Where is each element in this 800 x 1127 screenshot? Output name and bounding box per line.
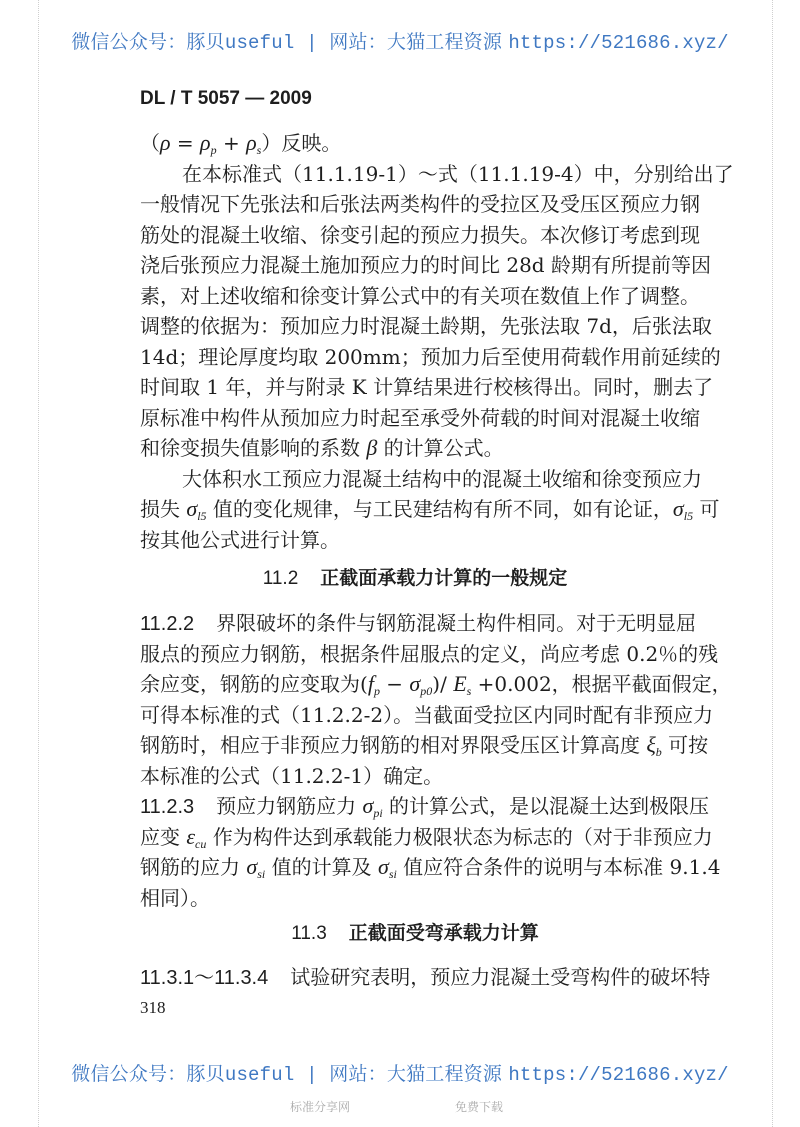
- clause-number: 11.3.1～11.3.4: [140, 967, 269, 989]
- math-symbol: $\sigma_{p0}$: [409, 671, 433, 698]
- math-symbol: $f_p$: [367, 671, 380, 698]
- math-subscript: si: [388, 867, 397, 881]
- text-line: [140, 311, 712, 342]
- text-run: 一般情况下先张法和后张法两类构件的受拉区及受压区预应力钢: [140, 192, 700, 216]
- clause: [140, 962, 711, 993]
- clause-number: 11.2.2: [140, 613, 195, 635]
- math-subscript: pi: [373, 806, 383, 820]
- math-symbol: $\sigma_{si}$: [377, 854, 397, 881]
- paragraph: [140, 128, 690, 159]
- text-run: =: [170, 131, 201, 155]
- text-run: 界限破坏的条件与钢筋混凝土构件相同。对于无明显屈: [216, 611, 697, 635]
- text-run: 值应符合条件的说明与本标准 9.1.4: [396, 855, 721, 879]
- section-heading: [140, 564, 690, 594]
- text-line: [140, 669, 732, 700]
- text-line: [140, 403, 700, 434]
- watermark-account: useful: [224, 32, 295, 54]
- text-run: 钢筋时，相应于非预应力钢筋的相对界限受压区计算高度: [140, 733, 647, 757]
- math-symbol: $\rho_s$: [246, 130, 262, 157]
- math-symbol: ρ: [160, 130, 171, 155]
- text-run: 可按: [661, 733, 709, 757]
- text-run: 素，对上述收缩和徐变计算公式中的有关项在数值上作了调整。: [140, 283, 700, 308]
- text-line: [140, 791, 710, 822]
- math-symbol: $E_s$: [453, 671, 472, 698]
- text-line: [140, 250, 711, 281]
- scan-edge-left: [38, 0, 40, 1127]
- watermark-url[interactable]: https://521686.xyz/: [508, 32, 729, 54]
- section-number: 11.2: [262, 568, 299, 589]
- text-run: 预应力钢筋应力: [216, 794, 363, 818]
- text-run: 按其他公式进行计算。: [140, 527, 340, 552]
- text-run: 可得本标准的式（11.2.2-2）。当截面受拉区内同时配有非预应力: [140, 702, 714, 727]
- text-line: [140, 128, 690, 159]
- text-run: ）反映。: [261, 131, 342, 155]
- math-subscript: l5: [197, 509, 207, 523]
- text-run: 调整的依据为：预加应力时混凝土龄期，先张法取 7d，后张法取: [140, 314, 712, 338]
- math-symbol: $\sigma_{l5}$: [186, 496, 207, 523]
- text-line: [140, 761, 690, 792]
- watermark-bottom: [0, 1059, 800, 1086]
- math-subscript: s: [256, 143, 262, 157]
- text-line: [140, 525, 690, 556]
- watermark-site: 网站：大猫工程资源: [329, 31, 509, 53]
- section-number: 11.3: [291, 923, 327, 944]
- text-run: 钢筋的应力: [140, 855, 247, 879]
- text-line: [140, 189, 700, 220]
- math-subscript: cu: [195, 836, 207, 851]
- page-number: 318: [140, 998, 166, 1017]
- watermark-prefix: 微信公众号：豚贝: [71, 1063, 225, 1085]
- text-run: 相同）。: [140, 885, 210, 910]
- paragraph: [140, 159, 734, 464]
- text-run: 的计算公式，是以混凝土达到极限压: [382, 794, 710, 818]
- math-subscript: b: [655, 745, 662, 759]
- text-line: [140, 730, 709, 761]
- text-run: +0.002，根据平截面假定，: [471, 672, 732, 696]
- text-run: 值的计算及: [265, 855, 378, 879]
- math-subscript: s: [466, 684, 472, 698]
- watermark-top: [0, 27, 800, 54]
- document-body: [140, 128, 734, 993]
- watermark-account: useful: [224, 1064, 295, 1086]
- text-run: +: [216, 131, 247, 155]
- text-line: [140, 220, 700, 251]
- standard-code: DL / T 5057 — 2009: [140, 88, 312, 109]
- text-run: 的计算公式。: [377, 436, 504, 460]
- math-subscript: si: [257, 867, 266, 881]
- math-symbol: $\sigma_{l5}$: [672, 496, 694, 523]
- math-subscript: p: [210, 143, 217, 157]
- text-line: [140, 433, 690, 464]
- text-run: 时间取 1 年，并与附录 K 计算结果进行校核得出。同时，删去了: [140, 375, 714, 399]
- text-line: [140, 639, 719, 670]
- text-run: 原标准中构件从预加应力时起至承受外荷载的时间对混凝土收缩: [140, 405, 700, 430]
- text-run: 和徐变损失值影响的系数: [140, 436, 367, 460]
- text-line: [140, 372, 714, 403]
- text-run: 损失: [140, 497, 187, 521]
- text-run: 作为构件达到承载能力极限状态为标志的（对于非预应力: [206, 824, 713, 849]
- clause: [140, 608, 732, 791]
- text-run: −: [379, 672, 410, 696]
- math-subscript: p0: [420, 684, 433, 698]
- paragraph: [140, 464, 720, 556]
- footer-link-download[interactable]: 免费下载: [455, 1100, 504, 1114]
- text-run: 大体积水工预应力混凝土结构中的混凝土收缩和徐变预应力: [182, 466, 702, 491]
- text-run: 余应变，钢筋的应变取为(: [140, 672, 368, 696]
- text-line: [140, 159, 734, 190]
- text-line: [140, 700, 714, 731]
- math-subscript: l5: [683, 509, 694, 523]
- text-line: [140, 608, 697, 639]
- watermark-prefix: 微信公众号：豚贝: [71, 31, 225, 53]
- section-heading: [140, 919, 690, 949]
- text-line: [140, 822, 713, 853]
- text-run: 应变: [140, 824, 187, 849]
- scan-edge-right: [772, 0, 774, 1127]
- text-run: 筋处的混凝土收缩、徐变引起的预应力损失。本次修订考虑到现: [140, 222, 700, 247]
- text-line: [140, 494, 720, 525]
- watermark-url[interactable]: https://521686.xyz/: [508, 1064, 729, 1086]
- watermark-site: 网站：大猫工程资源: [329, 1063, 509, 1085]
- text-run: 可: [693, 497, 720, 521]
- text-line: [140, 883, 690, 914]
- clause-number: 11.2.3: [140, 796, 195, 818]
- text-run: （: [140, 131, 160, 155]
- math-subscript: p: [373, 684, 380, 698]
- text-run: 本标准的公式（11.2.2-1）确定。: [140, 763, 444, 788]
- clause: [140, 791, 721, 913]
- text-run: 14d；理论厚度均取 200mm；预加力后至使用荷载作用前延续的: [140, 344, 721, 369]
- footer-link-share[interactable]: 标准分享网: [290, 1100, 351, 1114]
- math-symbol: $\sigma_{pi}$: [362, 793, 383, 820]
- math-symbol: $\xi_b$: [646, 732, 662, 759]
- text-run: 浇后张预应力混凝土施加预应力的时间比 28d 龄期有所提前等因: [140, 253, 711, 277]
- math-symbol: $\sigma_{si}$: [246, 854, 266, 881]
- text-run: 在本标准式（11.1.19-1）～式（11.1.19-4）中，分别给出了: [182, 161, 734, 186]
- text-run: )/: [432, 672, 454, 696]
- text-line: [140, 464, 702, 495]
- watermark-separator: |: [294, 32, 330, 54]
- text-line: [140, 281, 700, 312]
- text-run: 试验研究表明，预应力混凝土受弯构件的破坏特: [290, 965, 711, 989]
- text-line: [140, 962, 711, 993]
- math-symbol: $\rho_p$: [200, 130, 217, 157]
- math-symbol: β: [366, 435, 378, 460]
- text-line: [140, 852, 721, 883]
- text-run: 服点的预应力钢筋，根据条件屈服点的定义，尚应考虑 0.2％的残: [140, 641, 719, 666]
- section-title: 正截面受弯承载力计算: [348, 923, 539, 944]
- watermark-separator: |: [294, 1064, 330, 1086]
- text-run: 值的变化规律，与工民建结构有所不同，如有论证，: [206, 497, 673, 521]
- math-symbol: $\varepsilon_{cu}$: [186, 823, 207, 851]
- section-title: 正截面承载力计算的一般规定: [320, 568, 568, 589]
- text-line: [140, 342, 721, 373]
